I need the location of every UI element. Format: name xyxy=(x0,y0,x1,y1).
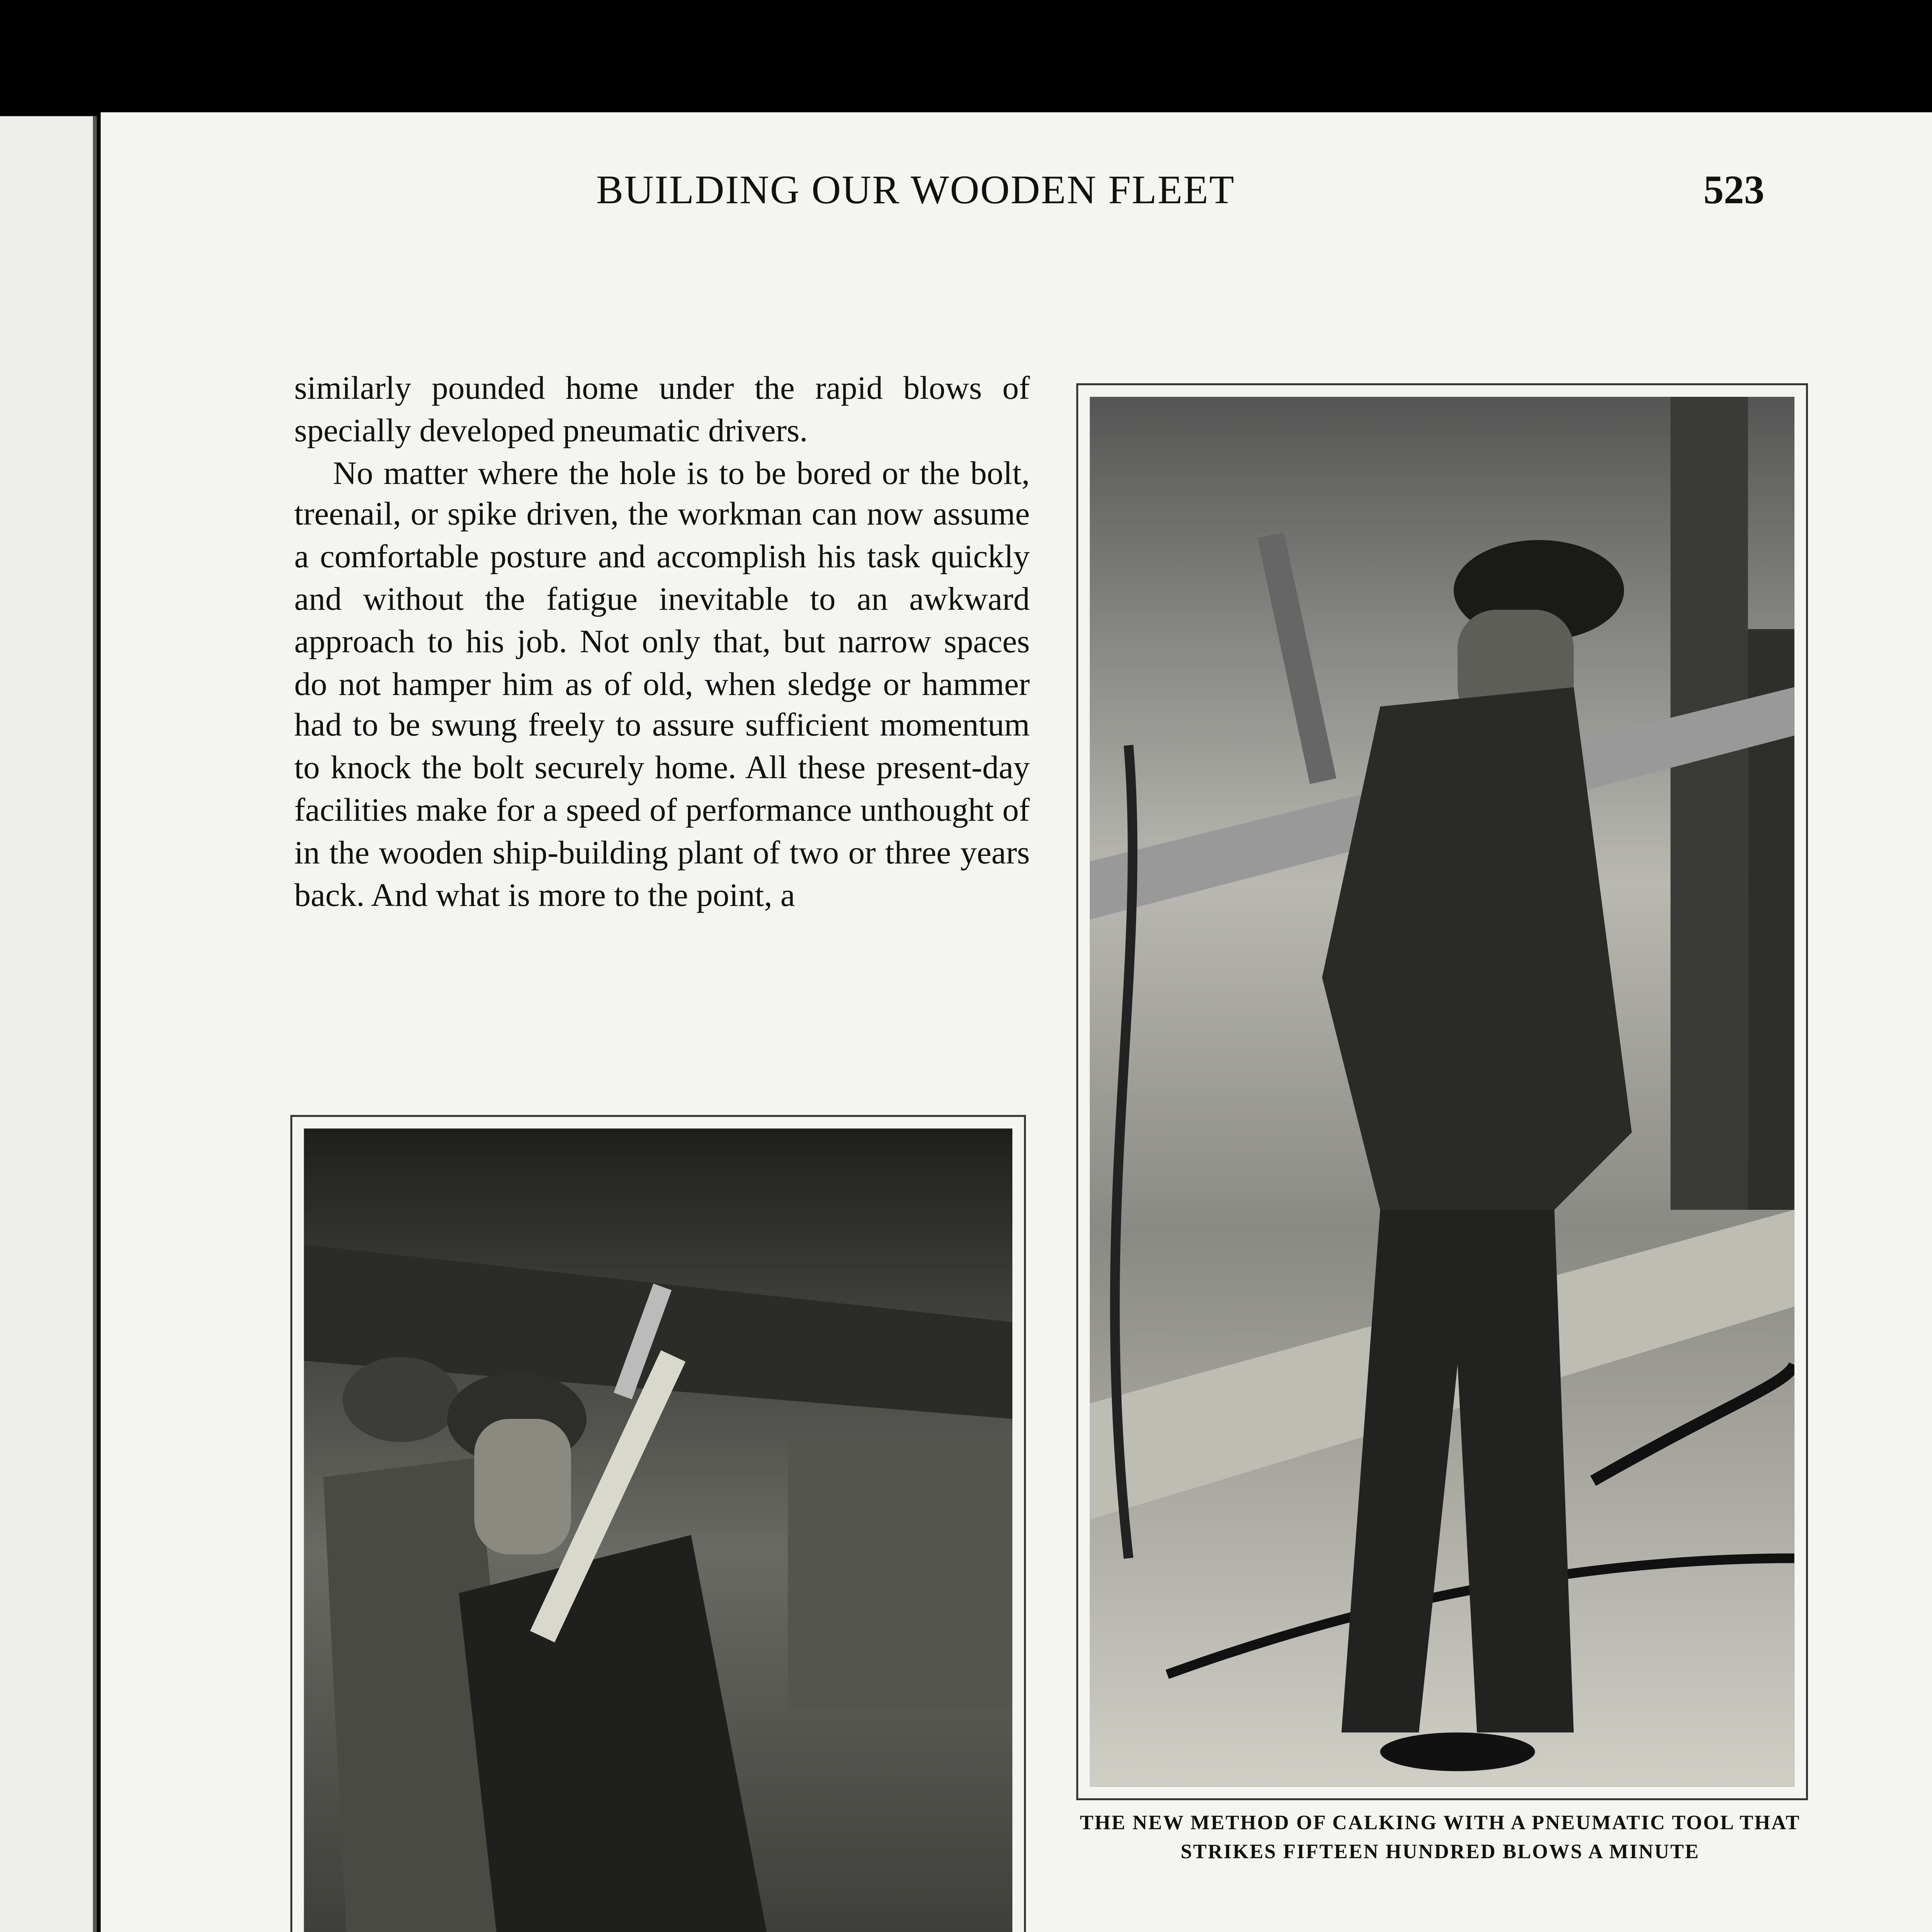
running-title: BUILDING OUR WOODEN FLEET xyxy=(596,166,1235,213)
page-number: 523 xyxy=(1703,166,1765,213)
caption-new-method: THE NEW METHOD OF CALKING WITH A PNEUMATIC TOOL THAT STRIKES FIFTEEN HUNDRED BLOWS A MINUTE xyxy=(1080,1813,1801,1864)
photo-new-calking-method xyxy=(1076,383,1808,1800)
left-column-text xyxy=(294,368,1030,917)
photo-old-calking-method xyxy=(290,1115,1026,1932)
pneumatic-calker-photo-icon xyxy=(1090,397,1794,1787)
photograph xyxy=(1090,397,1794,1787)
paragraph: No matter where the hole is to be bored or the bolt, treenail, or spike driven, the workman can now assume a comfortable posture and accomplish his task quickly and without the fatigue inevitable to an awkward approach to his job. Not only that, but narrow spaces do not hamper him as of old, when sledge or hammer had to be swung freely to assure sufficient momentum to knock the bolt securely home. All these present-day facilities make for a speed of performance unthought of in the wooden ship-building plant of two or three years back. And what is more to the point, a xyxy=(294,454,1030,913)
hand-calkers-photo-icon xyxy=(304,1129,1013,1932)
photograph xyxy=(304,1129,1013,1932)
paragraph: similarly pounded home under the rapid blows of specially developed pneumatic drivers. xyxy=(294,369,1030,449)
previous-page-edge xyxy=(0,116,97,1932)
